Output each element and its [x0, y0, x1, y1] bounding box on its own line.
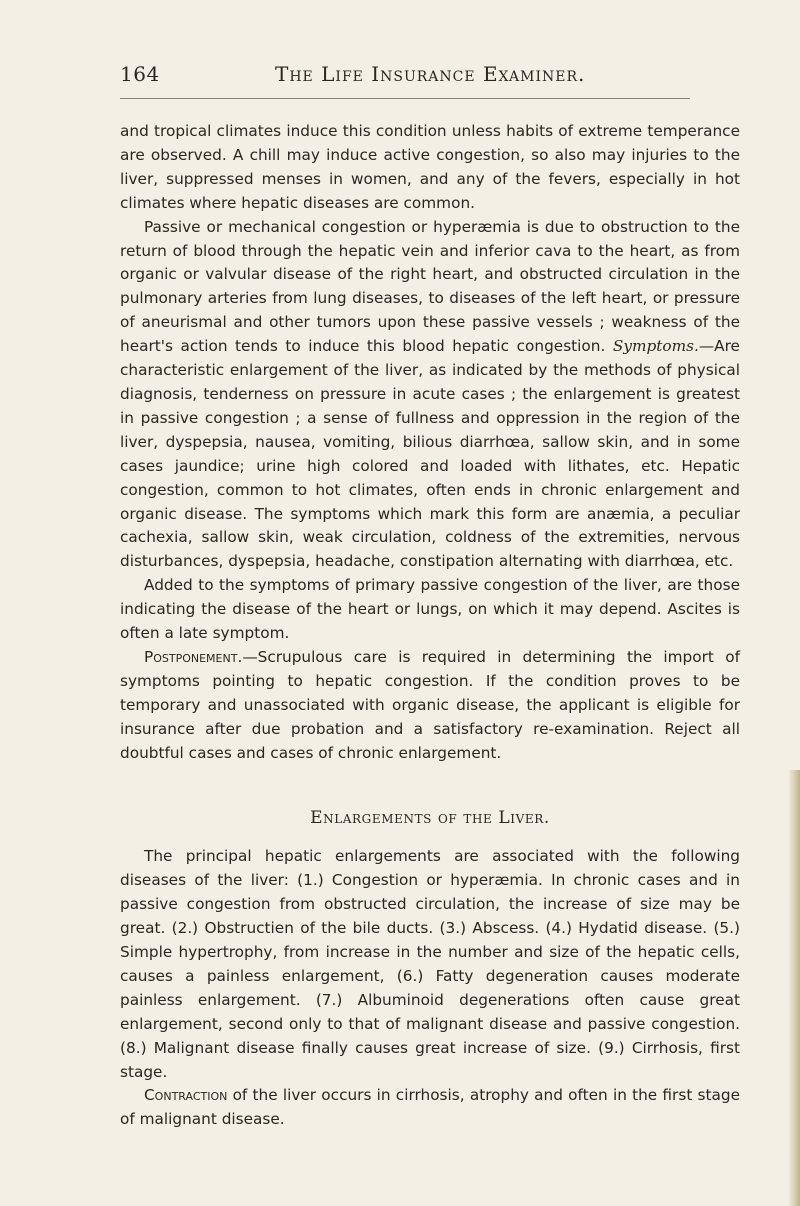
paragraph-tropical-climates: and tropical climates induce this condition unless habits of extreme temperance are observed. A chill may induce active congestion, so also may injuries to the liver, suppressed menses in women, and any of the fevers, especially in hot climates where hepatic diseases are common. [120, 122, 740, 212]
body-text [120, 120, 740, 1132]
header-rule [120, 98, 690, 99]
section-heading: Enlargements of the Liver. [310, 808, 550, 829]
contraction-text: of the liver occurs in cirrhosis, atrophy and often in the first stage of malignant disease. [120, 1086, 740, 1129]
paragraph-passive-congestion [120, 216, 740, 575]
paragraph-contraction [120, 1084, 740, 1132]
running-title: The Life Insurance Examiner. [275, 62, 586, 86]
contraction-label: Contraction [144, 1086, 228, 1105]
paragraph-added-symptoms: Added to the symptoms of primary passive congestion of the liver, are those indicating the disease of the heart or lungs, on which it may depend. Ascites is often a late symptom. [120, 576, 740, 643]
postponement-text: —Scrupulous care is required in determining the import of symptoms pointing to hepatic congestion. If the condition proves to be temporary and unassociated with organic disease, the applicant is eligible for insurance after due probation and a satisfactory re-examination. Reject all doubtful cases and cases of chronic enlargement. [120, 647, 740, 762]
postponement-label: Postponement. [144, 647, 243, 666]
paragraph-postponement [120, 646, 740, 766]
symptoms-label: Symptoms. [612, 337, 699, 356]
paragraph-enlargements: The principal hepatic enlargements are associated with the following diseases of the liver: (1.) Congestion or hyperæmia. In chronic cases and in passive congestion from obstructed circulation, the increase of size may be great. (2.) Obstructien of the bile ducts. (3.) Abscess. (4.) Hydatid disease. (5.) Simple hypertrophy, from increase in the number and size of the hepatic cells, causes a painless enlargement, (6.) Fatty degeneration causes moderate painless enlargement. (7.) Albuminoid degenerations often cause great enlargement, second only to that of malignant disease and passive congestion. (8.) Malignant disease finally causes great increase of size. (9.) Cirrhosis, first stage. [120, 847, 740, 1081]
page-number: 164 [120, 62, 160, 86]
page-header [120, 62, 690, 102]
passive-congestion-text: Passive or mechanical congestion or hyperæmia is due to obstruction to the return of blood through the hepatic vein and inferior cava to the heart, as from organic or valvular disease of the right heart, and obstructed circulation in the pulmonary arteries from lung diseases, to diseases of the left heart, or pressure of aneurismal and other tumors upon these passive vessels ; weakness of the heart's action tends to induce this blood hepatic congestion. [120, 217, 740, 356]
symptoms-text: —Are characteristic enlargement of the liver, as indicated by the methods of physical diagnosis, tenderness on pressure in acute cases ; the enlargement is greatest in passive congestion ; a sense of fullness and oppression in the region of the liver, dyspepsia, nausea, vomiting, bilious diarrhœa, sallow skin, and in some cases jaundice; urine high colored and loaded with lithates, etc. Hepatic congestion, common to hot climates, often ends in chronic enlargement and organic disease. The symptoms which mark this form are anæmia, a peculiar cachexia, sallow skin, weak circulation, coldness of the extremities, nervous disturbances, dyspepsia, headache, constipation alternating with diarrhœa, etc. [120, 337, 740, 571]
page-edge-shadow [788, 770, 800, 1206]
